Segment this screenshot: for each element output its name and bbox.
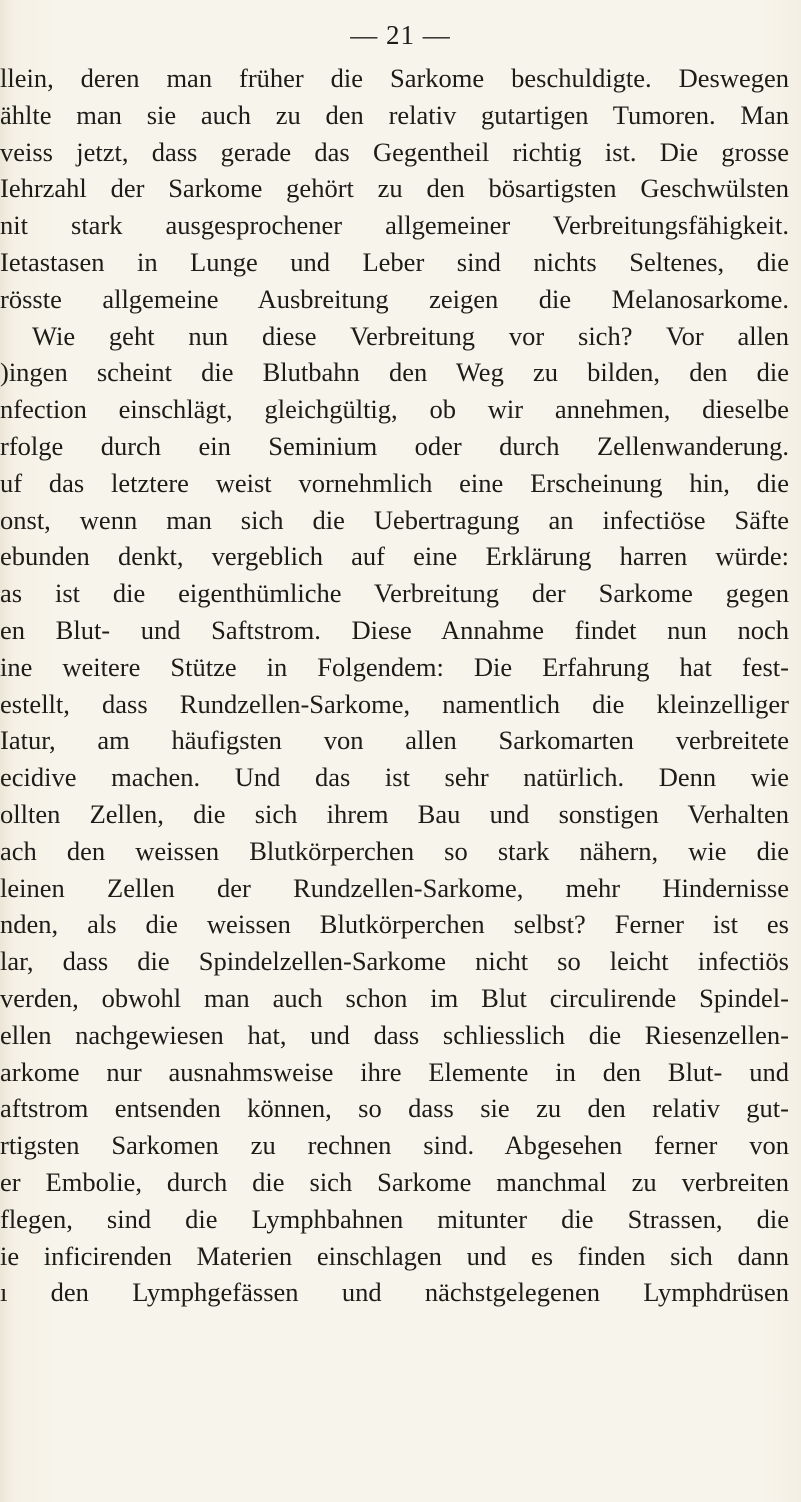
text-line: er Embolie, durch die sich Sarkome manchmal zu verbreiten	[0, 1166, 789, 1197]
text-line: ine weitere Stütze in Folgendem: Die Erfahrung hat fest-	[0, 651, 789, 682]
text-line: ebunden denkt, vergeblich auf eine Erklärung harren würde:	[0, 541, 789, 572]
body-text	[0, 60, 789, 1311]
text-line: flegen, sind die Lymphbahnen mitunter die Strassen, die	[0, 1203, 789, 1234]
text-line-paragraph-start: Wie geht nun diese Verbreitung vor sich? Vor allen	[32, 320, 789, 351]
text-line: verden, obwohl man auch schon im Blut circulirende Spindel-	[0, 982, 789, 1013]
text-line: lar, dass die Spindelzellen-Sarkome nicht so leicht infectiös	[0, 946, 789, 977]
text-line: estellt, dass Rundzellen-Sarkome, namentlich die kleinzelliger	[0, 688, 789, 719]
text-line: onst, wenn man sich die Uebertragung an infectiöse Säfte	[0, 504, 789, 535]
text-line: nit stark ausgesprochener allgemeiner Verbreitungsfähigkeit.	[0, 210, 789, 241]
text-line: arkome nur ausnahmsweise ihre Elemente in den Blut- und	[0, 1056, 789, 1087]
text-line: rtigsten Sarkomen zu rechnen sind. Abgesehen ferner von	[0, 1130, 789, 1161]
text-line: ählte man sie auch zu den relativ gutartigen Tumoren. Man	[0, 99, 789, 130]
text-line: nden, als die weissen Blutkörperchen selbst? Ferner ist es	[0, 909, 789, 940]
text-line: as ist die eigenthümliche Verbreitung der Sarkome gegen	[0, 578, 789, 609]
text-line: en Blut- und Saftstrom. Diese Annahme findet nun noch	[0, 614, 789, 645]
text-line: ollten Zellen, die sich ihrem Bau und sonstigen Verhalten	[0, 798, 789, 829]
text-line: Ietastasen in Lunge und Leber sind nichts Seltenes, die	[0, 246, 789, 277]
text-line: rfolge durch ein Seminium oder durch Zellenwanderung.	[0, 430, 789, 461]
text-line: llein, deren man früher die Sarkome beschuldigte. Deswegen	[0, 63, 789, 93]
page-number: — 21 —	[350, 20, 451, 50]
text-line: ı den Lymphgefässen und nächstgelegenen Lymphdrüsen	[0, 1277, 789, 1308]
text-line: Iatur, am häufigsten von allen Sarkomarten verbreitete	[0, 725, 789, 756]
text-line: ecidive machen. Und das ist sehr natürlich. Denn wie	[0, 762, 789, 793]
text-line: leinen Zellen der Rundzellen-Sarkome, mehr Hindernisse	[0, 872, 789, 903]
text-line: ellen nachgewiesen hat, und dass schliesslich die Riesenzellen-	[0, 1019, 789, 1050]
text-line: ie inficirenden Materien einschlagen und es finden sich dann	[0, 1240, 789, 1271]
text-line: ach den weissen Blutkörperchen so stark nähern, wie die	[0, 835, 789, 866]
text-line: Iehrzahl der Sarkome gehört zu den bösartigsten Geschwülsten	[0, 173, 789, 204]
text-line: )ingen scheint die Blutbahn den Weg zu bilden, den die	[0, 357, 789, 388]
text-line: aftstrom entsenden können, so dass sie zu den relativ gut-	[0, 1093, 789, 1124]
text-line: veiss jetzt, dass gerade das Gegentheil richtig ist. Die grosse	[0, 136, 789, 167]
text-line: uf das letztere weist vornehmlich eine Erscheinung hin, die	[0, 467, 789, 498]
text-line: rösste allgemeine Ausbreitung zeigen die Melanosarkome.	[0, 283, 789, 314]
text-line: nfection einschlägt, gleichgültig, ob wir annehmen, dieselbe	[0, 394, 789, 425]
